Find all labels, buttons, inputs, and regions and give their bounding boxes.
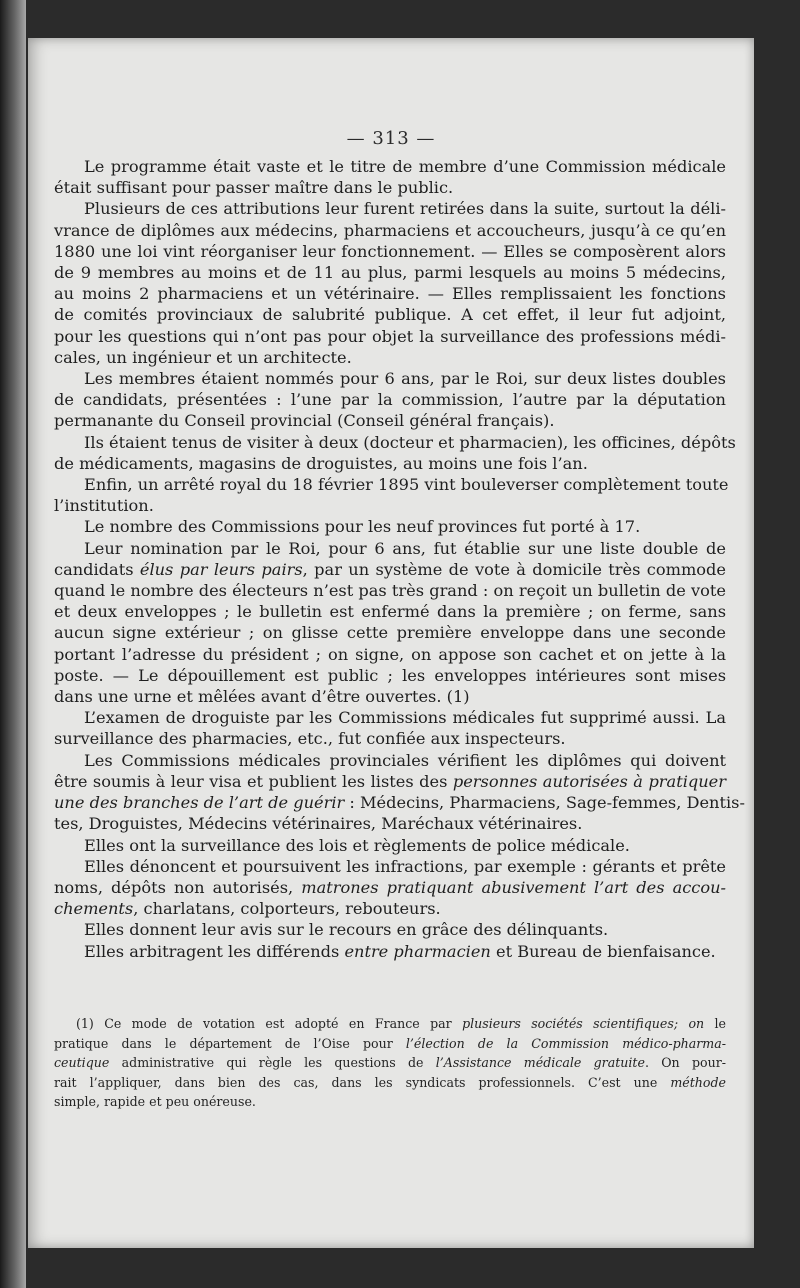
text-line: noms, dépôts non autorisés, matrones pratiquant abusivement l’art des accou-	[54, 877, 726, 897]
text-line: vrance de diplômes aux médecins, pharmaciens et accoucheurs, jusqu’à ce qu’en	[54, 220, 726, 240]
text-line: dans une urne et mêlées avant d’être ouvertes. (1)	[54, 687, 470, 707]
text-line: Leur nomination par le Roi, pour 6 ans, fut établie sur une liste double de	[84, 538, 726, 558]
text-line: cales, un ingénieur et un architecte.	[54, 347, 352, 367]
text-line: L’examen de droguiste par les Commissions médicales fut supprimé aussi. La	[84, 708, 726, 728]
text-line: de 9 membres au moins et de 11 au plus, parmi lesquels au moins 5 médecins,	[54, 263, 726, 283]
text-line: Elles ont la surveillance des lois et règlements de police médicale.	[84, 835, 630, 855]
text-line: de médicaments, magasins de droguistes, au moins une fois l’an.	[54, 453, 588, 473]
text-line: poste. — Le dépouillement est public ; les enveloppes intérieures sont mises	[54, 665, 726, 685]
text-line: de candidats, présentées : l’une par la commission, l’autre par la députation	[54, 390, 726, 410]
text-line: candidats élus par leurs pairs, par un système de vote à domicile très commode	[54, 559, 726, 579]
text-line: Enfin, un arrêté royal du 18 février 1895 vint bouleverser complètement toute	[84, 475, 729, 495]
left-page-edge	[0, 0, 26, 1288]
text-line: être soumis à leur visa et publient les listes des personnes autorisées à pratiquer	[54, 771, 726, 791]
text-line: Le nombre des Commissions pour les neuf provinces fut porté à 17.	[84, 517, 641, 537]
text-line: quand le nombre des électeurs n’est pas très grand : on reçoit un bulletin de vote	[54, 581, 726, 601]
text-line: Les Commissions médicales provinciales vérifient les diplômes qui doivent	[84, 750, 726, 770]
text-line: aucun signe extérieur ; on glisse cette première enveloppe dans une seconde	[54, 623, 726, 643]
text-line: de comités provinciaux de salubrité publique. A cet effet, il leur fut adjoint,	[54, 305, 726, 325]
text-line: surveillance des pharmacies, etc., fut confiée aux inspecteurs.	[54, 729, 566, 749]
text-line: 1880 une loi vint réorganiser leur fonctionnement. — Elles se composèrent alors	[54, 241, 726, 261]
text-line: Elles donnent leur avis sur le recours en grâce des délinquants.	[84, 920, 609, 940]
text-line: Les membres étaient nommés pour 6 ans, par le Roi, sur deux listes doubles	[84, 369, 726, 389]
text-line: au moins 2 pharmaciens et un vétérinaire. — Elles remplissaient les fonctions	[54, 284, 726, 304]
book-page	[28, 38, 754, 1248]
text-line: permanante du Conseil provincial (Conseil général français).	[54, 411, 555, 431]
footnote-line: (1) Ce mode de votation est adopté en France par plusieurs sociétés scientifiques; on le	[76, 1016, 727, 1031]
footnote-line: simple, rapide et peu onéreuse.	[54, 1094, 256, 1110]
text-line: l’institution.	[54, 496, 154, 516]
text-line: portant l’adresse du président ; on signe, on appose son cachet et on jette à la	[54, 644, 726, 664]
text-line: Le programme était vaste et le titre de membre d’une Commission médicale	[84, 157, 726, 176]
footnote-line: pratique dans le département de l’Oise pour l’élection de la Commission médico-pharma-	[54, 1035, 726, 1051]
text-line: Ils étaient tenus de visiter à deux (docteur et pharmacien), les officines, dépôts	[84, 432, 736, 452]
text-line: était suffisant pour passer maître dans le public.	[54, 178, 454, 198]
text-line: pour les questions qui n’ont pas pour objet la surveillance des professions médi-	[54, 326, 726, 346]
text-line: Elles dénoncent et poursuivent les infractions, par exemple : gérants et prête	[84, 856, 726, 876]
text-line: chements, charlatans, colporteurs, rebouteurs.	[54, 899, 441, 919]
footnote-line: rait l’appliquer, dans bien des cas, dans les syndicats professionnels. C’est une méthode	[54, 1074, 726, 1090]
footnote-line: ceutique administrative qui règle les questions de l’Assistance médicale gratuite. On pour-	[54, 1055, 726, 1071]
text-line: et deux enveloppes ; le bulletin est enfermé dans la première ; on ferme, sans	[54, 602, 726, 622]
footnote	[54, 1014, 726, 1112]
text-line: tes, Droguistes, Médecins vétérinaires, Maréchaux vétérinaires.	[54, 814, 583, 834]
text-line: Elles arbitragent les différends entre pharmacien et Bureau de bienfaisance.	[84, 941, 716, 961]
text-line: une des branches de l’art de guérir : Médecins, Pharmaciens, Sage-femmes, Dentis-	[54, 793, 745, 813]
body-text	[54, 156, 745, 962]
text-line: Plusieurs de ces attributions leur furent retirées dans la suite, surtout la déli-	[84, 199, 726, 219]
page-number: — 313 —	[346, 128, 436, 149]
